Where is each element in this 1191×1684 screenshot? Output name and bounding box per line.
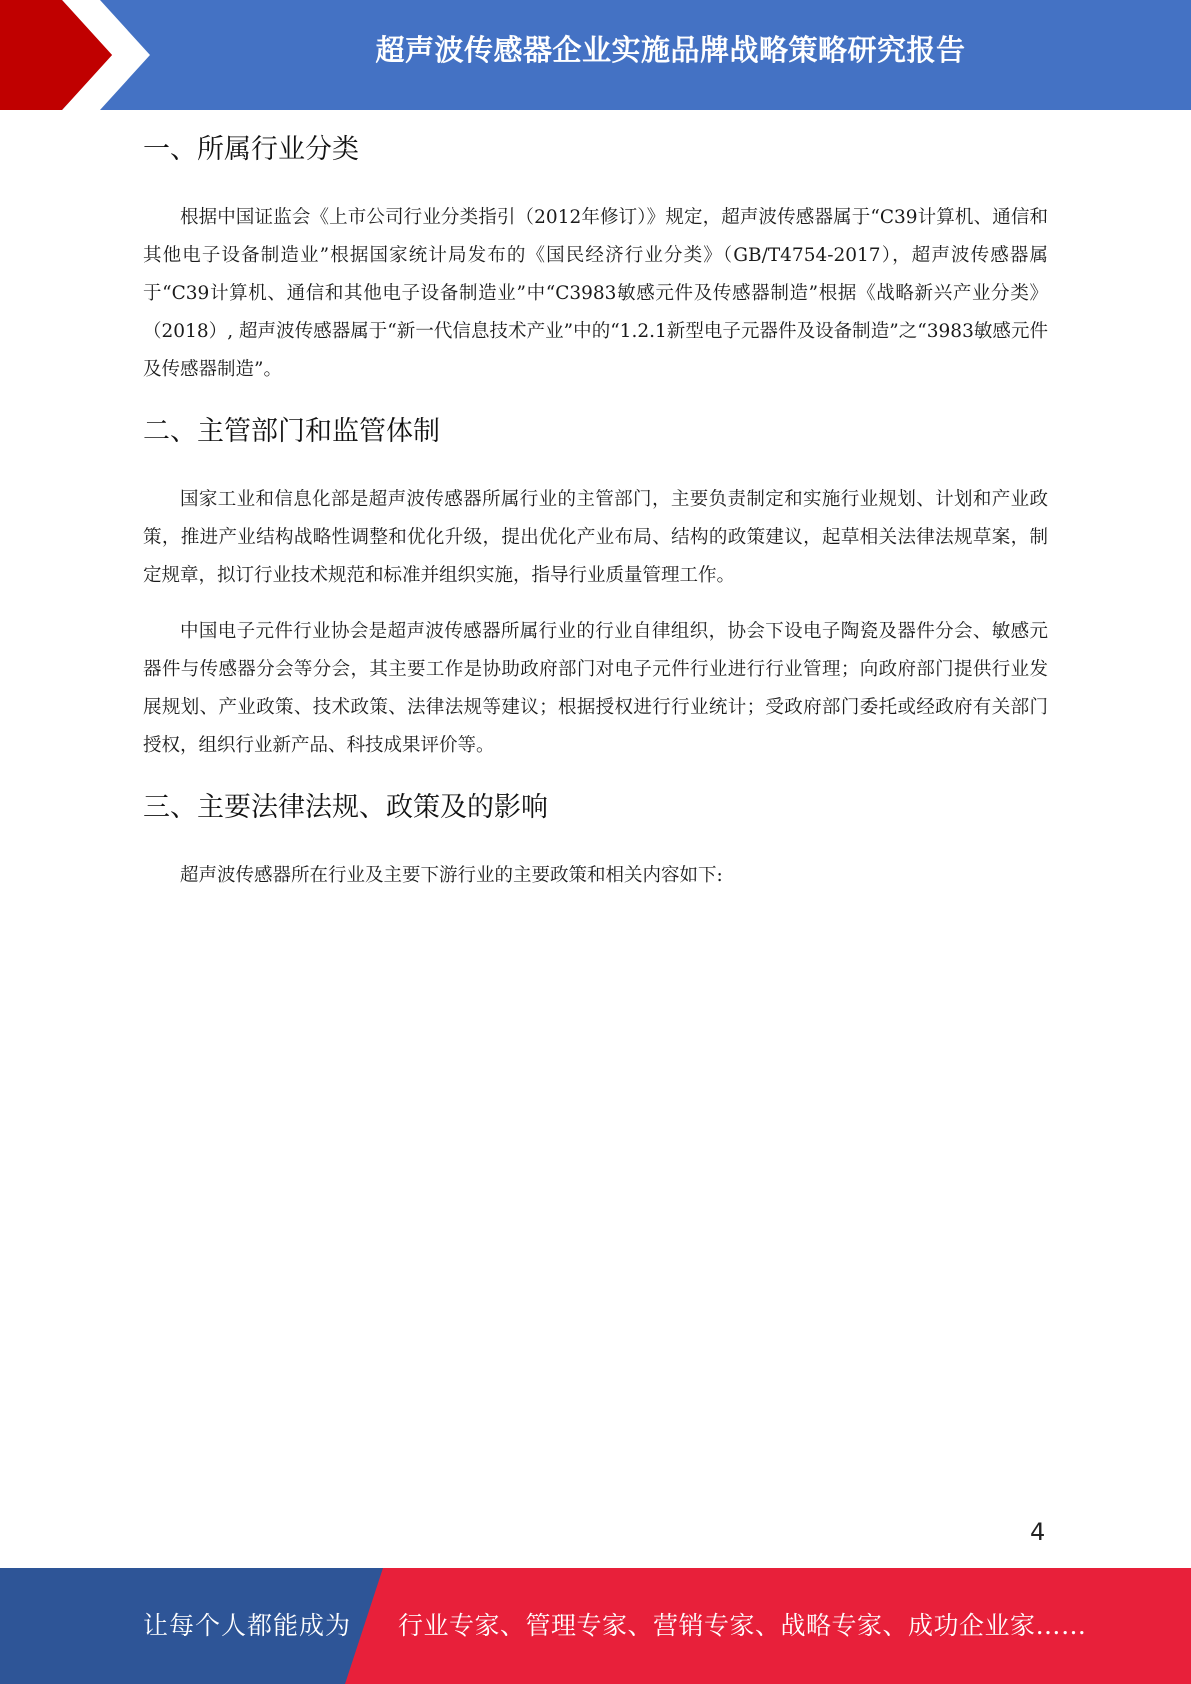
paragraph: 中国电子元件行业协会是超声波传感器所属行业的行业自律组织，协会下设电子陶瓷及器件分会、敏感元器件与传感器分会等分会，其主要工作是协助政府部门对电子元件行业进行行业管理；向政府部门提供行业发展规划、产业政策、技术政策、法律法规等建议；根据授权进行行业统计；受政府部门委托或经政府有关部门授权，组织行业新产品、科技成果评价等。 bbox=[143, 621, 1048, 756]
document-body bbox=[143, 125, 1048, 895]
section-regulatory-authority bbox=[143, 407, 1048, 765]
page-number: 4 bbox=[1030, 1518, 1046, 1546]
paragraph: 根据中国证监会《上市公司行业分类指引（2012年修订）》规定，超声波传感器属于“C39计算机、通信和其他电子设备制造业”根据国家统计局发布的《国民经济行业分类》（GB/T4754-2017），超声波传感器属于“C39计算机、通信和其他电子设备制造业”中“C3983敏感元件及传感器制造”根据《战略新兴产业分类》（2018）, 超声波传感器属于“新一代信息技术产业”中的“1.2.1新型电子元器件及设备制造”之“3983敏感元件及传感器制造”。 bbox=[143, 207, 1048, 380]
section-heading: 二、主管部门和监管体制 bbox=[143, 416, 440, 447]
footer-slogan-left: 让每个人都能成为 bbox=[143, 1611, 352, 1640]
paragraph: 国家工业和信息化部是超声波传感器所属行业的主管部门，主要负责制定和实施行业规划、计划和产业政策，推进产业结构战略性调整和优化升级，提出优化产业布局、结构的政策建议，起草相关法律法规草案，制定规章，拟订行业技术规范和标准并组织实施，指导行业质量管理工作。 bbox=[143, 489, 1048, 586]
section-industry-classification bbox=[143, 125, 1048, 389]
document-title: 超声波传感器企业实施品牌战略策略研究报告 bbox=[375, 33, 966, 67]
paragraph: 超声波传感器所在行业及主要下游行业的主要政策和相关内容如下: bbox=[180, 865, 723, 886]
footer-slogan-right: 行业专家、管理专家、营销专家、战略专家、成功企业家…… bbox=[398, 1611, 1087, 1640]
page-footer bbox=[0, 1568, 1191, 1684]
section-heading: 一、所属行业分类 bbox=[143, 134, 359, 165]
section-heading: 三、主要法律法规、政策及的影响 bbox=[143, 792, 548, 823]
page-header bbox=[0, 0, 1191, 110]
section-laws-policies bbox=[143, 783, 1048, 895]
